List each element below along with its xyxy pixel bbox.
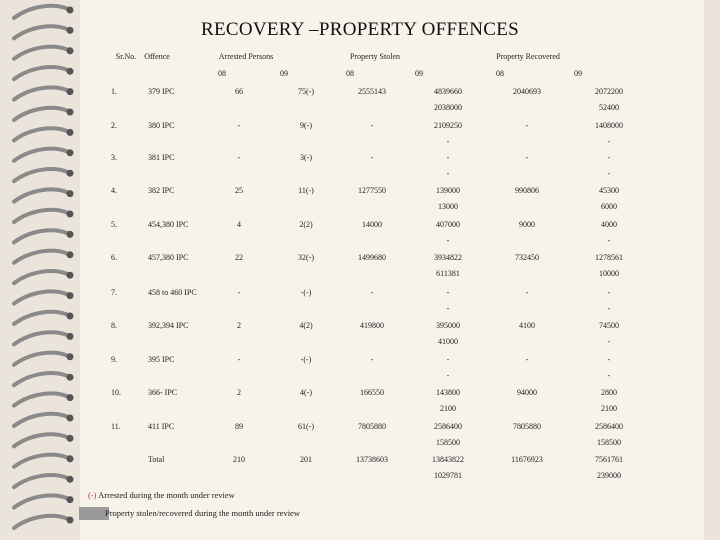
cell-arr08: 25 <box>235 186 243 195</box>
spiral-hole <box>67 211 74 218</box>
cell-st09b-month: - <box>446 371 450 380</box>
spiral-ring <box>14 47 70 59</box>
total-arrested-08: 210 <box>233 455 245 464</box>
cell-rec09: 74500 <box>599 321 619 330</box>
cell-st09b-month: 2100 <box>440 404 456 413</box>
cell-st08: 1277550 <box>358 186 386 195</box>
cell-st09b-month: - <box>446 137 450 146</box>
header-recovered-09: 09 <box>574 69 582 78</box>
cell-st08: - <box>370 288 374 297</box>
spiral-hole <box>67 517 74 524</box>
cell-st08: - <box>370 355 374 364</box>
cell-offence: 457,380 IPC <box>148 253 189 262</box>
spiral-ring <box>14 230 70 242</box>
spiral-hole <box>67 231 74 238</box>
cell-rec09b-month: 158500 <box>597 438 621 447</box>
header-property-stolen: Property Stolen <box>350 52 400 61</box>
cell-rec08: 7805880 <box>513 422 541 431</box>
header-stolen-09: 09 <box>415 69 423 78</box>
spiral-hole <box>67 190 74 197</box>
cell-rec09: - <box>607 355 611 364</box>
spiral-hole <box>67 496 74 503</box>
cell-st09b-month: 2038000 <box>434 103 462 112</box>
spiral-hole <box>67 394 74 401</box>
cell-offence: 382 IPC <box>148 186 175 195</box>
cell-arr09: 75(-) <box>298 87 314 96</box>
cell-rec08: - <box>525 288 529 297</box>
cell-st09: - <box>446 288 450 297</box>
cell-rec09b-month: 52400 <box>599 103 619 112</box>
cell-arr08: 89 <box>235 422 243 431</box>
spiral-hole <box>67 292 74 299</box>
cell-rec08: - <box>525 153 529 162</box>
cell-rec09: 2072200 <box>595 87 623 96</box>
spiral-hole <box>67 333 74 340</box>
slide-title: RECOVERY –PROPERTY OFFENCES <box>200 19 520 40</box>
spiral-hole <box>67 149 74 156</box>
cell-arr08: 22 <box>235 253 243 262</box>
header-arrested-persons: Arrested Persons <box>218 52 274 61</box>
cell-st09b-month: - <box>446 169 450 178</box>
cell-st09: 395000 <box>436 321 460 330</box>
total-stolen-09: 13843822 <box>432 455 464 464</box>
cell-arr09: 9(-) <box>300 121 312 130</box>
cell-arr08: - <box>237 121 241 130</box>
cell-arr09: 2(2) <box>299 220 313 229</box>
cell-rec09b-month: - <box>607 337 611 346</box>
cell-st09: 4839660 <box>434 87 462 96</box>
cell-arr09: 11(-) <box>298 186 314 195</box>
spiral-ring <box>14 128 70 140</box>
cell-st09: 139000 <box>436 186 460 195</box>
cell-offence: 380 IPC <box>148 121 175 130</box>
cell-rec09b-month: 2100 <box>601 404 617 413</box>
cell-st08: 419800 <box>360 321 384 330</box>
cell-rec08: 990806 <box>515 186 539 195</box>
spiral-hole <box>67 7 74 14</box>
cell-arr08: 2 <box>237 321 241 330</box>
spiral-hole <box>67 129 74 136</box>
header-arrested-08: 08 <box>218 69 226 78</box>
cell-rec08: 9000 <box>519 220 535 229</box>
cell-arr08: - <box>237 153 241 162</box>
total-label: Total <box>148 455 165 464</box>
spiral-ring <box>14 516 70 528</box>
cell-st09b-month: - <box>446 304 450 313</box>
cell-rec09: 4000 <box>601 220 617 229</box>
cell-arr09: 32(-) <box>298 253 314 262</box>
cell-offence: 379 IPC <box>148 87 175 96</box>
header-sr-no: Sr.No. <box>115 52 137 61</box>
cell-offence: 366- IPC <box>148 388 178 397</box>
spiral-hole <box>67 353 74 360</box>
legend-mark: (-) <box>88 490 97 500</box>
cell-rec08: 94000 <box>517 388 537 397</box>
cell-st09: 407000 <box>436 220 460 229</box>
cell-st09: - <box>446 355 450 364</box>
cell-arr09: -(-) <box>300 288 312 297</box>
cell-st09: 2586400 <box>434 422 462 431</box>
spiral-hole <box>67 272 74 279</box>
cell-sr: 7. <box>111 288 117 297</box>
cell-offence: 411 IPC <box>148 422 175 431</box>
header-stolen-08: 08 <box>346 69 354 78</box>
legend-arrested-text: Arrested during the month under review <box>98 490 235 500</box>
cell-arr09: -(-) <box>300 355 312 364</box>
cell-arr09: 61(-) <box>298 422 314 431</box>
cell-st09: 2109250 <box>434 121 462 130</box>
cell-st09: 143800 <box>436 388 460 397</box>
spiral-ring <box>14 291 70 303</box>
cell-sr: 1. <box>111 87 117 96</box>
spiral-hole <box>67 476 74 483</box>
cell-st08: 2555143 <box>358 87 386 96</box>
cell-rec08: - <box>525 121 529 130</box>
spiral-ring <box>14 108 70 120</box>
cell-arr09: 3(-) <box>300 153 312 162</box>
spiral-ring <box>14 251 70 263</box>
header-property-recovered: Property Recovered <box>496 52 560 61</box>
total-stolen-08: 13738603 <box>356 455 388 464</box>
cell-rec09: 2586400 <box>595 422 623 431</box>
header-offence: Offence <box>144 52 170 61</box>
spiral-hole <box>67 170 74 177</box>
cell-st09b-month: 13000 <box>438 202 458 211</box>
legend-grey-text: Property stolen/recovered during the month under review <box>105 508 300 518</box>
cell-arr08: 4 <box>237 220 241 229</box>
spiral-hole <box>67 68 74 75</box>
header-arrested-09: 09 <box>280 69 288 78</box>
spiral-ring <box>14 271 70 283</box>
spiral-ring <box>14 67 70 79</box>
cell-st08: 14000 <box>362 220 382 229</box>
cell-arr09: 4(2) <box>299 321 313 330</box>
cell-sr: 2. <box>111 121 117 130</box>
spiral-hole <box>67 88 74 95</box>
spiral-ring <box>14 455 70 467</box>
cell-st09b-month: 41000 <box>438 337 458 346</box>
cell-rec08: 2040693 <box>513 87 541 96</box>
total-stolen-09-month: 1029781 <box>434 471 462 480</box>
cell-sr: 3. <box>111 153 117 162</box>
cell-rec09: 45300 <box>599 186 619 195</box>
cell-st08: - <box>370 153 374 162</box>
cell-rec09b-month: 10000 <box>599 269 619 278</box>
cell-sr: 4. <box>111 186 117 195</box>
cell-arr08: - <box>237 355 241 364</box>
spiral-ring <box>14 312 70 324</box>
cell-offence: 458 to 460 IPC <box>148 288 197 297</box>
cell-sr: 10. <box>111 388 121 397</box>
cell-offence: 454,380 IPC <box>148 220 189 229</box>
spiral-hole <box>67 109 74 116</box>
spiral-ring <box>14 189 70 201</box>
cell-sr: 8. <box>111 321 117 330</box>
cell-arr09: 4(-) <box>300 388 312 397</box>
cell-rec09b-month: 6000 <box>601 202 617 211</box>
cell-arr08: 2 <box>237 388 241 397</box>
cell-offence: 392,394 IPC <box>148 321 189 330</box>
cell-st09b-month: 158500 <box>436 438 460 447</box>
cell-rec09: 1278561 <box>595 253 623 262</box>
legend-arrested <box>88 490 235 500</box>
spiral-hole <box>67 251 74 258</box>
cell-rec09b-month: - <box>607 169 611 178</box>
spiral-ring <box>14 6 70 18</box>
spiral-ring <box>14 149 70 161</box>
spiral-ring <box>14 332 70 344</box>
spiral-hole <box>67 47 74 54</box>
cell-st08: 7805880 <box>358 422 386 431</box>
spiral-ring <box>14 475 70 487</box>
cell-rec09b-month: - <box>607 304 611 313</box>
spiral-hole <box>67 415 74 422</box>
cell-sr: 11. <box>111 422 121 431</box>
spiral-hole <box>67 374 74 381</box>
spiral-ring <box>14 87 70 99</box>
cell-arr08: 66 <box>235 87 243 96</box>
cell-st09: - <box>446 153 450 162</box>
cell-rec09b-month: - <box>607 137 611 146</box>
total-recovered-08: 11676923 <box>511 455 543 464</box>
spiral-ring <box>14 414 70 426</box>
cell-sr: 5. <box>111 220 117 229</box>
cell-rec09b-month: - <box>607 236 611 245</box>
cell-st08: 1499680 <box>358 253 386 262</box>
spiral-ring <box>14 373 70 385</box>
spiral-hole <box>67 435 74 442</box>
cell-arr08: - <box>237 288 241 297</box>
cell-st08: 166550 <box>360 388 384 397</box>
cell-rec09: 1408000 <box>595 121 623 130</box>
spiral-hole <box>67 313 74 320</box>
spiral-ring <box>14 495 70 507</box>
total-recovered-09-month: 239000 <box>597 471 621 480</box>
cell-rec08: - <box>525 355 529 364</box>
binder-spiral <box>0 0 80 540</box>
total-recovered-09: 7561761 <box>595 455 623 464</box>
header-recovered-08: 08 <box>496 69 504 78</box>
spiral-ring <box>14 393 70 405</box>
cell-rec09b-month: - <box>607 371 611 380</box>
cell-st09b-month: - <box>446 236 450 245</box>
spiral-hole <box>67 455 74 462</box>
spiral-ring <box>14 353 70 365</box>
cell-offence: 395 IPC <box>148 355 175 364</box>
cell-st09: 3934822 <box>434 253 462 262</box>
spiral-ring <box>14 210 70 222</box>
cell-sr: 9. <box>111 355 117 364</box>
cell-rec08: 732450 <box>515 253 539 262</box>
cell-st09b-month: 611381 <box>436 269 460 278</box>
cell-rec09: - <box>607 153 611 162</box>
cell-sr: 6. <box>111 253 117 262</box>
cell-st08: - <box>370 121 374 130</box>
spiral-ring <box>14 434 70 446</box>
cell-rec09: 2800 <box>601 388 617 397</box>
cell-offence: 381 IPC <box>148 153 175 162</box>
total-arrested-09: 201 <box>300 455 312 464</box>
cell-rec09: - <box>607 288 611 297</box>
spiral-ring <box>14 169 70 181</box>
cell-rec08: 4100 <box>519 321 535 330</box>
